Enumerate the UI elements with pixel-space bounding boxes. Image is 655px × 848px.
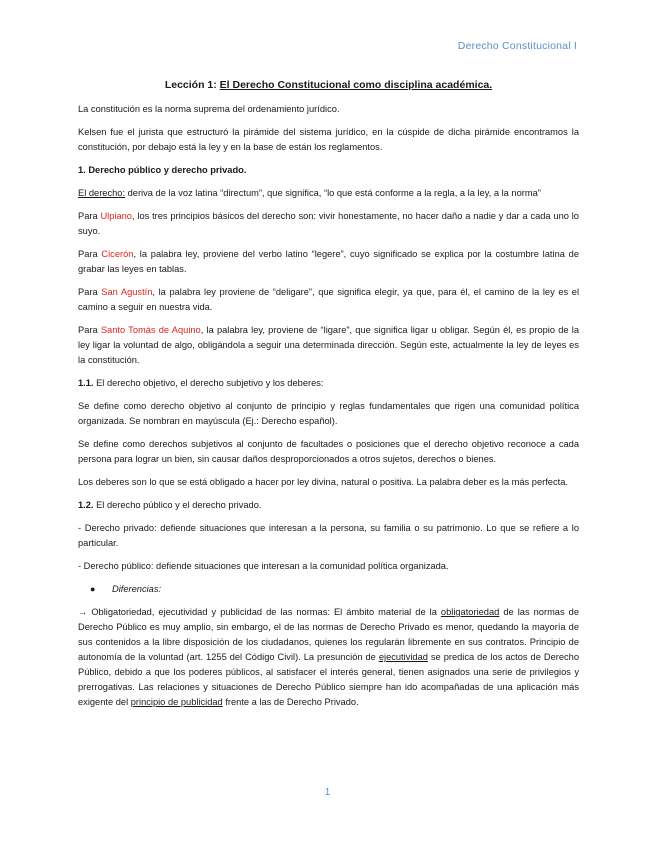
- intro-paragraph-2: Kelsen fue el jurista que estructuró la pirámide del sistema jurídico, en la cúspide de dicha pirámide encontramos la constitución, por debajo está la ley y en la base de están los reglamentos.: [78, 127, 579, 152]
- bullet-diferencias: [78, 582, 579, 597]
- bullet-dot-icon: ●: [90, 584, 96, 594]
- subsection-1-2-number: 1.2.: [78, 500, 94, 510]
- bullet-label: Diferencias:: [112, 584, 162, 594]
- paragraph-privado: - Derecho privado: defiende situaciones que interesan a la persona, su familia o su patrimonio. Lo que se refiere a lo particular.: [78, 523, 579, 548]
- term-principio-publicidad: principio de publicidad: [130, 697, 223, 707]
- subsection-1-1-text: El derecho objetivo, el derecho subjetivo y los deberes:: [93, 378, 324, 388]
- subsection-1-1-number: 1.1.: [78, 378, 94, 388]
- paragraph-deberes: Los deberes son lo que se está obligado a hacer por ley divina, natural o positiva. La palabra deber es la más perfecta.: [78, 477, 568, 487]
- intro-paragraph-1: La constitución es la norma suprema del ordenamiento jurídico.: [78, 104, 340, 114]
- subsection-1-2-heading: [78, 498, 579, 513]
- term-obligatoriedad: obligatoriedad: [440, 607, 500, 617]
- lesson-title-text: El Derecho Constitucional como disciplina académica.: [219, 79, 493, 91]
- paragraph-ulpiano: [78, 209, 579, 239]
- paragraph-ciceron: [78, 247, 579, 277]
- diff-d: frente a las de Derecho Privado.: [222, 697, 359, 707]
- subsection-1-1-heading: [78, 376, 579, 391]
- paragraph-subjetivo: Se define como derechos subjetivos al conjunto de facultades o posiciones que el derecho objetivo reconoce a cada persona para lograr un bien, sin causar daños desproporcionados a otros sujetos, derechos o bienes.: [78, 439, 579, 464]
- tomas-text: , la palabra ley, proviene de “ligare”, que significa ligar u obligar. Según él, es propio de la ley ligar la voluntad de algo, obligándola a seguir una determinada dirección. Según este, actualmente la ley de leyes es la constitución.: [78, 325, 579, 365]
- page-number: 1: [324, 787, 331, 798]
- paragraph-derecho: [78, 186, 579, 201]
- section-1-heading: 1. Derecho público y derecho privado.: [78, 165, 247, 175]
- ulpiano-pre: Para: [78, 211, 101, 221]
- tomas-pre: Para: [78, 325, 101, 335]
- agustin-text: , la palabra ley proviene de “deligare”, que significa elegir, ya que, para él, el camino de la ley es el camino a seguir en nuestra vida.: [78, 287, 580, 312]
- content: [78, 78, 579, 718]
- paragraph-publico: - Derecho público: defiende situaciones que interesan a la comunidad política organizada.: [78, 561, 449, 571]
- diff-a: → Obligatoriedad, ejecutividad y publicidad de las normas: El ámbito material de la: [78, 607, 441, 617]
- ciceron-pre: Para: [78, 249, 102, 259]
- agustin-pre: Para: [78, 287, 102, 297]
- paragraph-tomas: [78, 323, 579, 368]
- ciceron-text: , la palabra ley, proviene del verbo latino “legere”, cuyo significado se explica por la costumbre latina de grabar las leyes en tablas.: [78, 249, 580, 274]
- ulpiano-text: , los tres principios básicos del derecho son: vivir honestamente, no hacer daño a nadie y dar a cada uno lo suyo.: [78, 211, 579, 236]
- name-ulpiano: Ulpiano: [100, 211, 132, 221]
- name-ciceron: Cicerón: [101, 249, 134, 259]
- term-derecho: El derecho:: [78, 188, 126, 198]
- name-agustin: San Agustín: [101, 287, 153, 297]
- header-title: Derecho Constitucional I: [457, 40, 577, 52]
- paragraph-objetivo: Se define como derecho objetivo al conjunto de principio y reglas fundamentales que rigen una comunidad política organizada. Se nombran en mayúscula (Ej.: Derecho español).: [78, 401, 579, 426]
- diff-c: se predica de los actos de Derecho Público, debido a que los poderes públicos, al satisfacer el interés general, tienen asignados una serie de privilegios y prerrogativas. Las relaciones y situaciones de Derecho Público siempre han ido acompañadas de una aplicación más exigente del: [78, 652, 579, 707]
- paragraph-agustin: [78, 285, 579, 315]
- diff-b: de las normas de Derecho Público es muy amplio, sin embargo, el de las normas de Derecho Privado es menor, quedando la mayoría de sus contenidos a la libre disposición de los ciudadanos, quienes los regularán libremente en sus contratos. Principio de autonomía de la voluntad (art. 1255 del Código Civil). La presunción de: [78, 607, 579, 662]
- subsection-1-2-text: El derecho público y el derecho privado.: [93, 500, 262, 510]
- derecho-text: deriva de la voz latina “directum”, que significa, “lo que está conforme a la regla, a la ley, a la norma”: [125, 188, 541, 198]
- paragraph-diferencias: [78, 605, 579, 710]
- name-tomas: Santo Tomás de Aquino: [100, 325, 201, 335]
- lesson-title: [78, 78, 579, 93]
- term-ejecutividad: ejecutividad: [378, 652, 428, 662]
- lesson-prefix: Lección 1:: [164, 79, 220, 91]
